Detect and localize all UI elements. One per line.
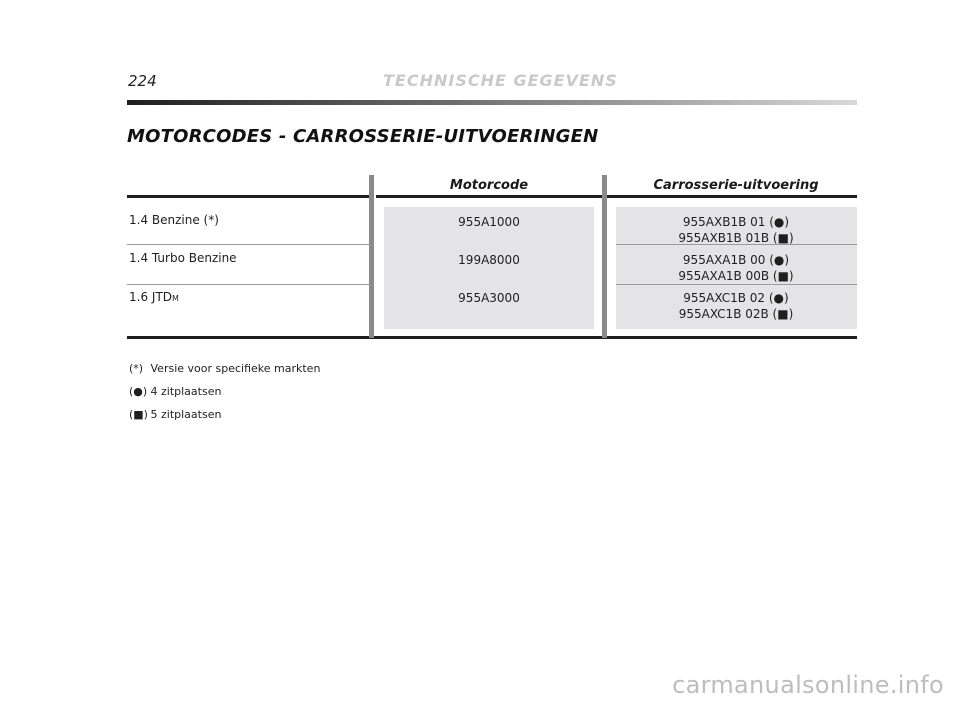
row-label-suffix: M <box>172 294 179 303</box>
table-cell-motor-code: 199A8000 <box>458 253 520 267</box>
body-variant-line: 955AXA1B 00B (■) <box>678 269 794 283</box>
page-number: 224 <box>128 72 157 90</box>
row-separator <box>127 284 371 285</box>
table-row-label <box>129 251 237 265</box>
footnote-5-seats <box>129 408 221 421</box>
body-variant-line: 955AXB1B 01 (●) <box>682 215 790 229</box>
footnote-text: 4 zitplaatsen <box>150 385 222 398</box>
motor-column-bar <box>369 175 374 338</box>
footnote-4-seats <box>129 385 221 398</box>
table-cell-body-variant <box>616 214 856 246</box>
body-variant-line: 955AXB1B 01B (■) <box>678 231 794 245</box>
footnote-symbol: (*) <box>129 362 144 375</box>
table-bottom-rule <box>127 336 857 339</box>
body-variant-line: 955AXA1B 00 (●) <box>682 253 790 267</box>
footnote-symbol: (●) <box>129 385 148 398</box>
table-row-label <box>129 213 219 227</box>
column-header-motor: Motorcode <box>449 178 529 193</box>
section-title: MOTORCODES - CARROSSERIE-UITVOERINGEN <box>127 126 599 147</box>
footnote-text: Versie voor specifieke markten <box>150 362 321 375</box>
table-cell-body-variant <box>616 252 856 284</box>
footnote-symbol: (■) <box>129 408 148 421</box>
body-variant-line: 955AXC1B 02B (■) <box>678 307 794 321</box>
row-label-text: 1.4 Benzine (*) <box>129 213 219 227</box>
column-header-body: Carrosserie-uitvoering <box>653 178 819 193</box>
watermark: carmanualsonline.info <box>672 671 944 699</box>
body-column-bar <box>602 175 607 338</box>
table-cell-motor-code: 955A3000 <box>458 291 520 305</box>
footnote-text: 5 zitplaatsen <box>150 408 222 421</box>
footnote-markets <box>129 362 320 375</box>
table-row-label <box>129 290 179 304</box>
row-label-text: 1.6 JTD <box>129 290 173 304</box>
row-label-text: 1.4 Turbo Benzine <box>129 251 237 265</box>
row-separator <box>616 284 857 285</box>
running-title: TECHNISCHE GEGEVENS <box>383 71 618 90</box>
table-cell-body-variant <box>616 290 856 322</box>
table-cell-motor-code: 955A1000 <box>458 215 520 229</box>
row-separator <box>127 244 371 245</box>
table-top-rule-right <box>376 195 857 198</box>
header-rule <box>127 100 857 105</box>
body-variant-line: 955AXC1B 02 (●) <box>683 291 789 305</box>
table-top-rule-left <box>127 195 371 198</box>
